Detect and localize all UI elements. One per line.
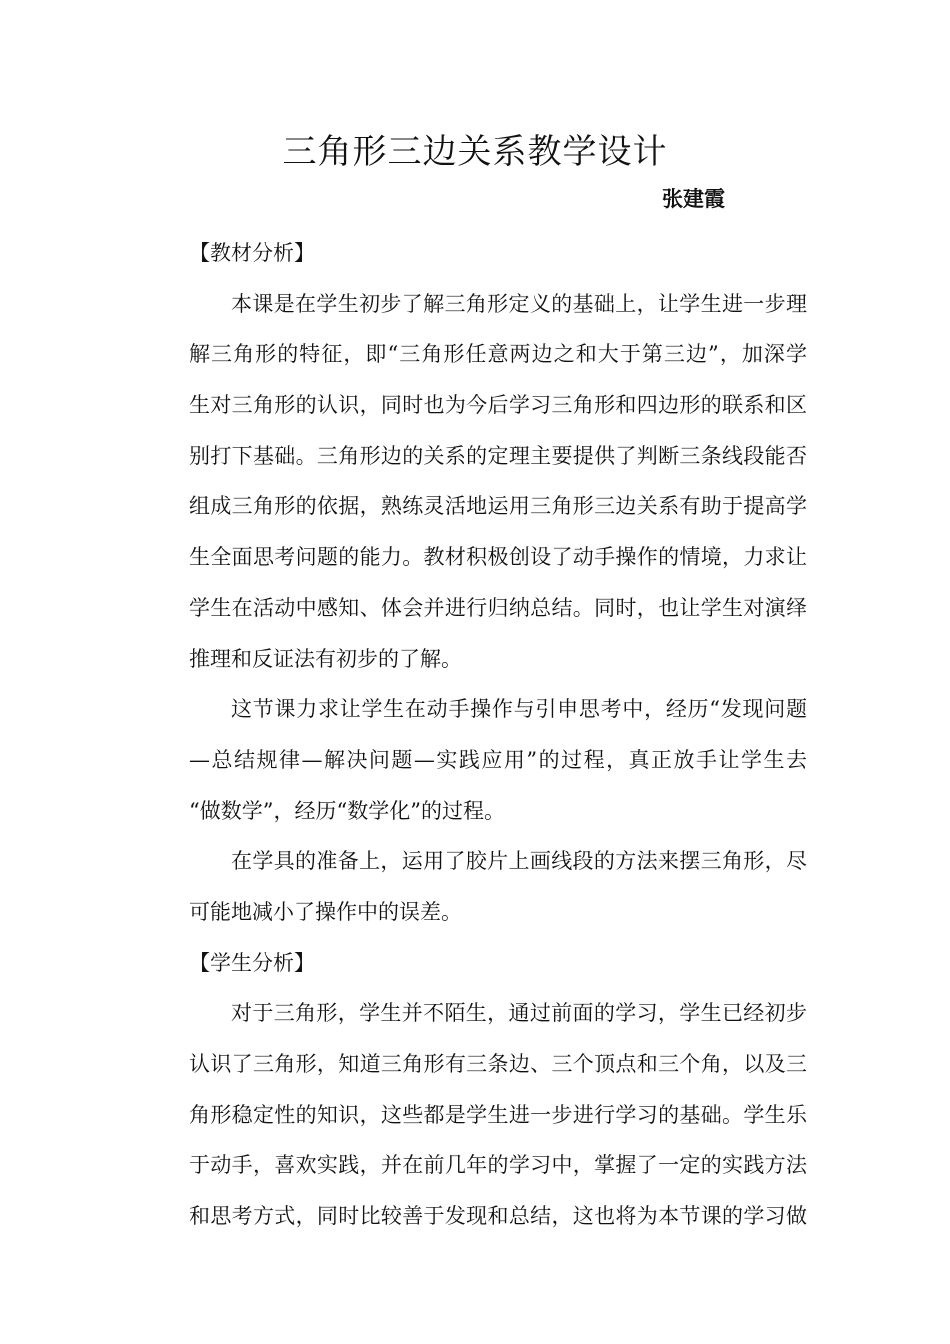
text-line: 别打下基础。三角形边的关系的定理主要提供了判断三条线段能否: [189, 443, 807, 468]
text-line: 对于三角形，学生并不陌生，通过前面的学习，学生已经初步: [231, 1001, 807, 1026]
text-line: 生对三角形的认识，同时也为今后学习三角形和四边形的联系和区: [189, 393, 807, 418]
text-line: “做数学”，经历“数学化”的过程。: [189, 798, 505, 823]
text-line: 可能地减小了操作中的误差。: [189, 899, 462, 924]
paragraph: [147, 836, 807, 937]
text-line: —总结规律—解决问题—实践应用”的过程，真正放手让学生去: [189, 747, 807, 772]
paragraph: [147, 684, 807, 836]
text-line: 认识了三角形，知道三角形有三条边、三个顶点和三个角，以及三: [189, 1052, 807, 1076]
text-line: 解三角形的特征，即“三角形任意两边之和大于第三边”，加深学: [189, 342, 807, 367]
text-line: 在学具的准备上，运用了胶片上画线段的方法来摆三角形，尽: [231, 849, 807, 874]
paragraph: [147, 988, 807, 1241]
paragraph: [147, 279, 807, 685]
document-author: 张建霞: [662, 187, 725, 211]
section-heading-student-analysis: 【学生分析】: [189, 950, 315, 975]
text-line: 推理和反证法有初步的了解。: [189, 646, 462, 671]
text-line: 生全面思考问题的能力。教材积极创设了动手操作的情境，力求让: [189, 545, 807, 570]
text-line: 于动手，喜欢实践，并在前几年的学习中，掌握了一定的实践方法: [189, 1153, 807, 1178]
text-line: 本课是在学生初步了解三角形定义的基础上，让学生进一步理: [231, 291, 807, 316]
text-line: 这节课力求让学生在动手操作与引申思考中，经历“发现问题: [231, 697, 807, 722]
document-body: [147, 228, 807, 1242]
text-line: 学生在活动中感知、体会并进行归纳总结。同时，也让学生对演绎: [189, 595, 807, 620]
section-heading-textbook-analysis: 【教材分析】: [189, 241, 315, 265]
text-line: 角形稳定性的知识，这些都是学生进一步进行学习的基础。学生乐: [189, 1102, 807, 1127]
text-line: 和思考方式，同时比较善于发现和总结，这也将为本节课的学习做: [189, 1204, 807, 1229]
document-title: 三角形三边关系教学设计: [282, 132, 668, 172]
text-line: 组成三角形的依据，熟练灵活地运用三角形三边关系有助于提高学: [189, 494, 807, 519]
